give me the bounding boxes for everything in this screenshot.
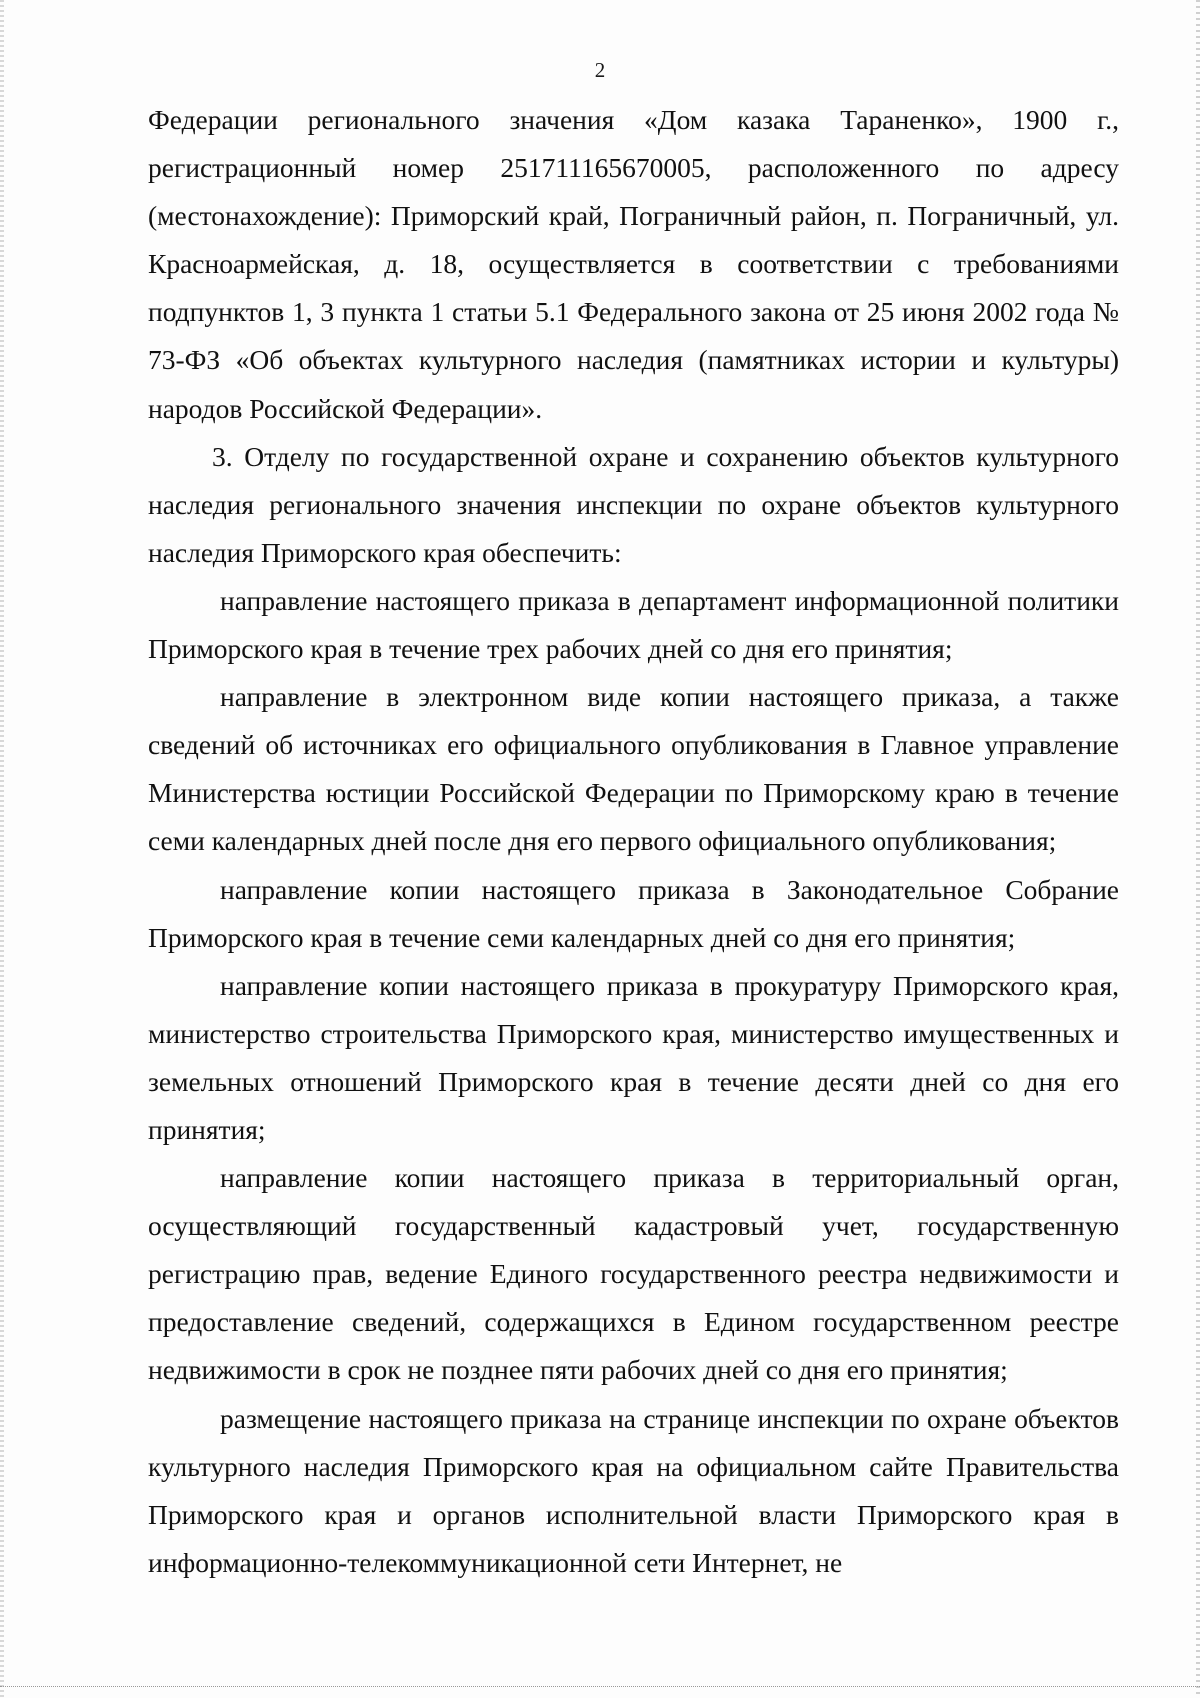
- paragraph-sub-4: направление копии настоящего приказа в прокуратуру Приморского края, министерство строительства Приморского края, министерство имущественных и земельных отношений Приморского края в течение десяти дней со дня его принятия;: [148, 969, 1119, 1145]
- bottom-rule: [0, 1686, 1200, 1687]
- paragraph-sub-5: направление копии настоящего приказа в территориальный орган, осуществляющий государственный кадастровый учет, государственную регистрацию прав, ведение Единого государственного реестра недвижимости и предоставление сведений, содержащихся в Едином государственном реестре недвижимости в срок не позднее пяти рабочих дней со дня его принятия;: [148, 1162, 1119, 1386]
- page-number: 2: [594, 58, 606, 82]
- paragraph-item-3: 3. Отделу по государственной охране и сохранению объектов культурного наследия регионального значения инспекции по охране объектов культурного наследия Приморского края обеспечить:: [148, 440, 1119, 568]
- paragraph-sub-1: направление настоящего приказа в департамент информационной политики Приморского края в течение трех рабочих дней со дня его принятия;: [148, 584, 1119, 665]
- paragraph-sub-3: направление копии настоящего приказа в Законодательное Собрание Приморского края в течение семи календарных дней со дня его принятия;: [148, 873, 1119, 953]
- scan-right-edge: [1196, 0, 1200, 1698]
- document-body: [148, 96, 1119, 1587]
- paragraph-sub-2: направление в электронном виде копии настоящего приказа, а также сведений об источниках его официального опубликования в Главное управление Министерства юстиции Российской Федерации по Приморскому краю в течение семи календарных дней после дня его первого официального опубликования;: [148, 681, 1119, 857]
- paragraph-continuation: Федерации регионального значения «Дом казака Тараненко», 1900 г., регистрационный номер 251711165670005, расположенного по адресу (местонахождение): Приморский край, Пограничный район, п. Пограничный, ул. Красноармейская, д. 18, осуществляется в соответствии с требованиями подпунктов 1, 3 пункта 1 статьи 5.1 Федерального закона от 25 июня 2002 года № 73-ФЗ «Об объектах культурного наследия (памятниках истории и культуры) народов Российской Федерации».: [148, 104, 1119, 424]
- scan-left-edge: [0, 0, 4, 1698]
- paragraph-sub-6: размещение настоящего приказа на странице инспекции по охране объектов культурного наследия Приморского края на официальном сайте Правительства Приморского края и органов исполнительной власти Приморского края в информационно-телекоммуникационной сети Интернет, не: [148, 1402, 1119, 1578]
